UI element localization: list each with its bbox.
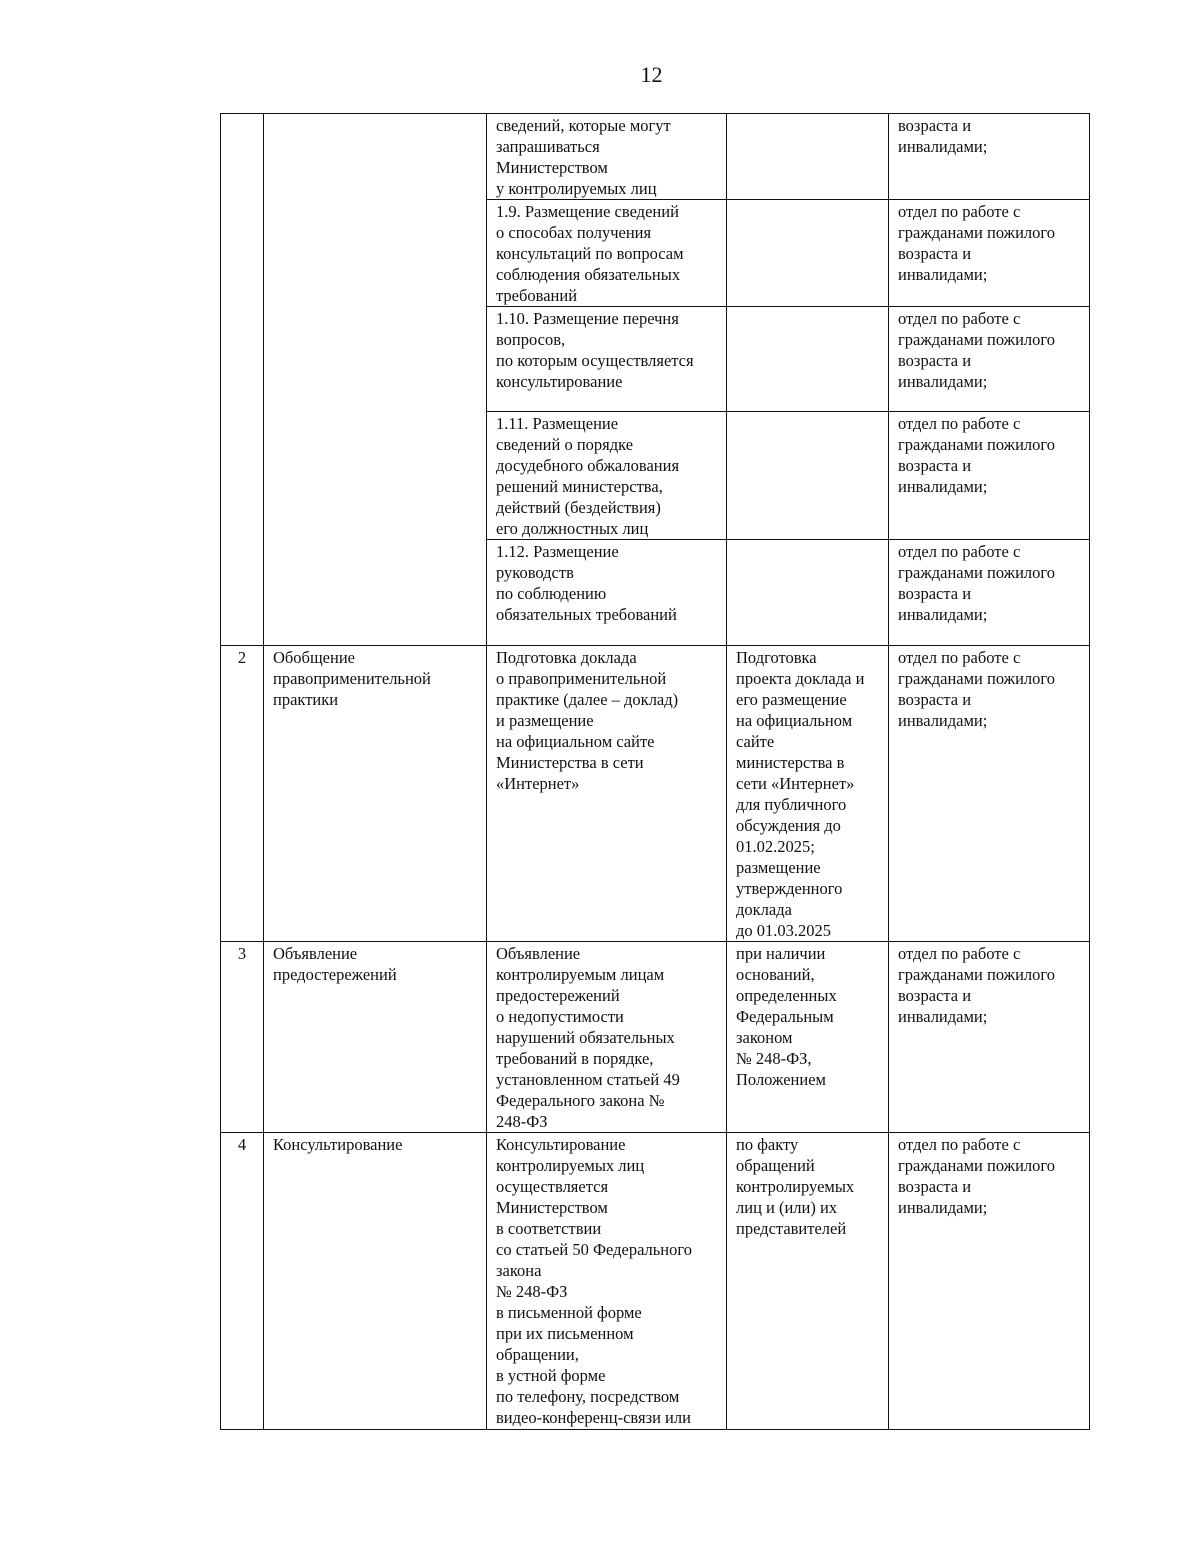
prevention-measures-table <box>220 113 1090 1430</box>
deadline-cell: по факту обращений контролируемых лиц и (или) их представителей <box>727 1133 889 1430</box>
deadline-cell <box>727 200 889 307</box>
measure-description-cell: 1.9. Размещение сведений о способах получения консультаций по вопросам соблюдения обязательных требований <box>487 200 727 307</box>
responsible-cell: отдел по работе с гражданами пожилого возраста и инвалидами; <box>889 200 1090 307</box>
responsible-cell: отдел по работе с гражданами пожилого возраста и инвалидами; <box>889 1133 1090 1430</box>
deadline-cell <box>727 114 889 200</box>
measure-description-cell: Консультирование контролируемых лиц осуществляется Министерством в соответствии со статьей 50 Федерального закона № 248-ФЗ в письменной форме при их письменном обращении, в устной форме по телефону, посредством видео-конференц-связи или <box>487 1133 727 1430</box>
table-row <box>221 114 1090 200</box>
row-number-cell <box>221 114 264 646</box>
measure-description-cell: сведений, которые могут запрашиваться Министерством у контролируемых лиц <box>487 114 727 200</box>
measure-description-cell: 1.12. Размещение руководств по соблюдению обязательных требований <box>487 540 727 646</box>
measure-type-cell: Обобщение правоприменительной практики <box>264 646 487 942</box>
table-row <box>221 942 1090 1133</box>
row-number-cell: 4 <box>221 1133 264 1430</box>
responsible-cell: возраста и инвалидами; <box>889 114 1090 200</box>
deadline-cell <box>727 307 889 412</box>
measure-description-cell: 1.11. Размещение сведений о порядке досудебного обжалования решений министерства, действий (бездействия) его должностных лиц <box>487 412 727 540</box>
measure-description-cell: Подготовка доклада о правоприменительной практике (далее – доклад) и размещение на официальном сайте Министерства в сети «Интернет» <box>487 646 727 942</box>
row-number-cell: 2 <box>221 646 264 942</box>
responsible-cell: отдел по работе с гражданами пожилого возраста и инвалидами; <box>889 942 1090 1133</box>
deadline-cell: Подготовка проекта доклада и его размещение на официальном сайте министерства в сети «Интернет» для публичного обсуждения до 01.02.2025; размещение утвержденного доклада до 01.03.2025 <box>727 646 889 942</box>
responsible-cell: отдел по работе с гражданами пожилого возраста и инвалидами; <box>889 307 1090 412</box>
deadline-cell: при наличии оснований, определенных Федеральным законом № 248-ФЗ, Положением <box>727 942 889 1133</box>
responsible-cell: отдел по работе с гражданами пожилого возраста и инвалидами; <box>889 646 1090 942</box>
table-row <box>221 1133 1090 1430</box>
measure-type-cell: Консультирование <box>264 1133 487 1430</box>
page-number: 12 <box>640 62 663 87</box>
row-number-cell: 3 <box>221 942 264 1133</box>
measure-description-cell: Объявление контролируемым лицам предостережений о недопустимости нарушений обязательных требований в порядке, установленном статьей 49 Федерального закона № 248-ФЗ <box>487 942 727 1133</box>
measure-description-cell: 1.10. Размещение перечня вопросов, по которым осуществляется консультирование <box>487 307 727 412</box>
measure-type-cell <box>264 114 487 646</box>
deadline-cell <box>727 540 889 646</box>
deadline-cell <box>727 412 889 540</box>
responsible-cell: отдел по работе с гражданами пожилого возраста и инвалидами; <box>889 412 1090 540</box>
responsible-cell: отдел по работе с гражданами пожилого возраста и инвалидами; <box>889 540 1090 646</box>
table-row <box>221 646 1090 942</box>
measure-type-cell: Объявление предостережений <box>264 942 487 1133</box>
